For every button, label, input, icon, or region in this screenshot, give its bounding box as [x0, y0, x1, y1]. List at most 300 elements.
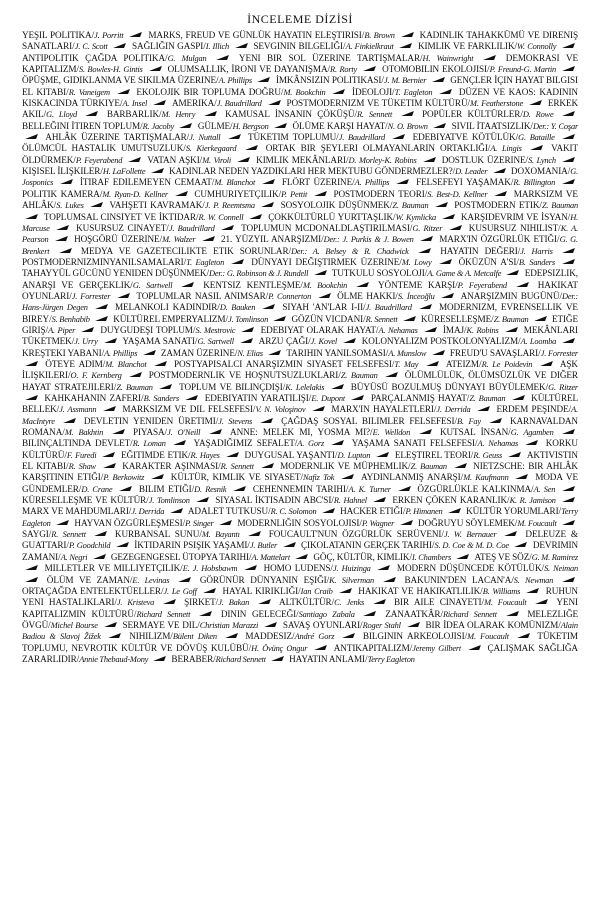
- book-entry: KARŞIDEVRIM VE İSYAN/H. Marcuse: [22, 211, 578, 233]
- book-title: TOPLUMLAR NASIL ANIMSAR: [136, 290, 266, 301]
- book-title: RUHUN YENI HASTALIKLARI: [22, 585, 578, 608]
- book-author: A. Munslow: [388, 348, 427, 358]
- slanted-wedge-icon: [507, 270, 520, 275]
- book-entry: BELLEĞINI İTIREN TOPLUM/R. Jacoby: [22, 120, 174, 131]
- book-title: KIMLIK MEKÂNLARI: [256, 154, 346, 165]
- book-entry: KREŞTEKI YABANI/A. Phillips: [22, 347, 138, 358]
- book-author: V. N. Voloşinov: [255, 405, 306, 415]
- book-title: HOŞGÖRÜ ÜZERINE: [74, 234, 160, 245]
- book-entry: DELEUZE & GUATTARI/P. Goodchild: [22, 529, 578, 551]
- book-title: BILGININ ARKEOLOJISI: [362, 631, 465, 642]
- book-entry: EDEPSIZLIK, ANARŞI VE GERÇEKLIK/G. Sartwell: [22, 268, 578, 290]
- slanted-wedge-icon: [248, 531, 261, 536]
- book-entry: ERKEN ÇÖKEN KARANLIK/K. R. Jamison: [392, 495, 556, 506]
- book-author: G. Bataille: [518, 133, 555, 143]
- slanted-wedge-icon: [104, 622, 117, 627]
- book-entry: MODERNIZM, EVRENSELLIK VE BIREY/S. Benhabib: [22, 302, 578, 324]
- book-entry: ORTAK BIR ŞEYLERI OLMAYANLARIN ORTAKLIĞI/A. Lingis: [265, 143, 522, 154]
- book-author: P. Berkowitz: [103, 473, 145, 483]
- book-title: ÖKÜZÜN A'SI: [458, 256, 517, 267]
- book-author: G. Sartwell: [197, 337, 234, 347]
- book-entry: YENI BIR SOL ÜZERINE TARTIŞMALAR/H. Wainwright: [238, 52, 474, 63]
- book-author: J. Derrida: [131, 507, 165, 517]
- slanted-wedge-icon: [181, 282, 194, 287]
- book-author: A. MacIntyre: [22, 405, 578, 426]
- slanted-wedge-icon: [117, 89, 130, 94]
- book-author: B. Fay: [457, 416, 481, 426]
- slanted-wedge-icon: [442, 214, 455, 219]
- book-title: ATEIZM: [445, 358, 479, 369]
- book-author: Jeremy Gilbert: [412, 643, 462, 653]
- book-title: ÖLÜME KARŞI HAYAT: [292, 120, 386, 131]
- slanted-wedge-icon: [170, 508, 183, 513]
- book-entry: FOUCAULT'NUN ÖZGÜRLÜK SERÜVENI/J. W. Bernauer: [268, 529, 497, 540]
- slanted-wedge-icon: [449, 225, 462, 230]
- book-entry: MEDYA VE GAZETECILIKTE ETIK SORUNLAR/Der.: A. Belsey & R. Chadwick: [80, 245, 409, 256]
- book-author: J. Baudrillard: [338, 133, 386, 143]
- book-author: S. Lukes: [56, 201, 84, 211]
- slanted-wedge-icon: [535, 599, 548, 604]
- book-entry: DININ GELECEĞI/Santiago Zabala: [220, 608, 355, 619]
- book-title: KÜLTÜR YORUMLARI: [466, 506, 559, 517]
- slanted-wedge-icon: [55, 236, 68, 241]
- book-author: Terry Eagleton: [22, 507, 578, 528]
- book-entry: HAKIKAT VE HAKIKATLILIK/B. Williams: [358, 585, 521, 596]
- slanted-wedge-icon: [56, 520, 69, 525]
- book-title: BIR AILE CINAYETI: [394, 597, 482, 608]
- book-entry: MADDESIZ/André Gorz: [245, 631, 335, 642]
- book-author: R. Vaneigem: [68, 87, 110, 97]
- slanted-wedge-icon: [376, 452, 389, 457]
- book-entry: ÖPÜŞME, GIDIKLANMA VE SIKILMA ÜZERINE/A. Phillips: [22, 75, 252, 86]
- book-author: K. Lelelakis: [285, 382, 325, 392]
- book-entry: DÜNYAYI DEĞIŞTIRMEK ÜZERINE/M. Lowy: [251, 256, 432, 267]
- book-author: J. O'Neill: [167, 428, 201, 438]
- slanted-wedge-icon: [95, 316, 108, 321]
- book-entry: KIMLIK VE FARKLILIK/W. Connolly: [418, 41, 557, 52]
- book-author: A. Phillips: [354, 178, 390, 188]
- book-author: J. Kristeva: [116, 598, 155, 608]
- book-entry: ZAMAN ÜZERINE/N. Elias: [160, 347, 263, 358]
- book-entry: BÜYÜSÜ BOZULMUŞ DÜNYAYI BÜYÜLEMEK/G. Ritzer: [350, 381, 578, 392]
- book-entry: DUYGUSAL YAŞANTI/D. Lupton: [244, 449, 371, 460]
- book-entry: HAYVAN ÖZGÜRLEŞMESI/P. Singer: [74, 517, 214, 528]
- book-entry: ÇIKOLATANIN GERÇEK TARIHI/S. D. Coe & M. D. Coe: [301, 540, 509, 551]
- slanted-wedge-icon: [419, 429, 432, 434]
- slanted-wedge-icon: [448, 508, 461, 513]
- book-title: YÖNTEME KARŞI: [378, 279, 456, 290]
- book-author: P. Goodchild: [68, 541, 111, 551]
- slanted-wedge-icon: [383, 577, 396, 582]
- slanted-wedge-icon: [242, 327, 255, 332]
- book-entry: ÖLÜM VE ZAMAN/E. Levinas: [46, 574, 170, 585]
- slanted-wedge-icon: [562, 248, 575, 253]
- slanted-wedge-icon: [377, 565, 390, 570]
- slanted-wedge-icon: [202, 236, 215, 241]
- slanted-wedge-icon: [283, 542, 296, 547]
- slanted-wedge-icon: [314, 270, 327, 275]
- slanted-wedge-icon: [63, 418, 76, 423]
- book-author: R. Rorty: [330, 65, 358, 75]
- book-author: R. C. Solomon: [270, 507, 317, 517]
- book-title: BARBARLIK: [106, 109, 160, 120]
- slanted-wedge-icon: [237, 157, 250, 162]
- book-entry: FLÖRT ÜZERINE/A. Phillips: [281, 177, 390, 188]
- book-author: R. W. Connell: [198, 212, 244, 222]
- book-title: KUSURSUZ CINAYET: [76, 222, 167, 233]
- slanted-wedge-icon: [231, 259, 244, 264]
- book-entry: NIETZSCHE: BIR AHLÂK KARŞITININ ETIĞI/P. Berkowitz: [22, 461, 578, 483]
- book-author: Der.: Y. Coşar: [532, 121, 579, 131]
- book-author: R. Loman: [132, 439, 166, 449]
- book-entry: ANARŞIZMIN BUGÜNÜ/Der.: Hans-Jürgen Degen: [22, 290, 578, 313]
- book-author: B. Brown: [364, 31, 395, 40]
- book-title: YAŞAMA SANATI: [122, 336, 195, 347]
- book-author: G. G. Brenkert: [22, 235, 578, 256]
- slanted-wedge-icon: [116, 542, 129, 547]
- book-author: R. Shaw: [68, 462, 96, 472]
- book-title: MODERNLIK VE MÜPHEMLIK: [280, 461, 409, 472]
- slanted-wedge-icon: [143, 350, 156, 355]
- book-title: GEZEGENGESEL ÜTOPYA TARIHI: [110, 551, 249, 562]
- book-entry: SAYGI/R. Sennett: [22, 529, 86, 540]
- book-title: MARKSIZM VE AHLÂK: [22, 188, 578, 211]
- book-title: POSTMODERNIZMINYANILSAMALARI: [22, 256, 184, 267]
- slanted-wedge-icon: [400, 520, 413, 525]
- book-author: André Gorz: [294, 632, 335, 642]
- book-title: CEHENNEMIN TARIHI: [252, 483, 346, 494]
- slanted-wedge-icon: [271, 656, 284, 661]
- book-entry: TOPLUMUN MCDONALDLAŞTIRILMASI/G. Ritzer: [241, 222, 443, 233]
- slanted-wedge-icon: [562, 259, 575, 264]
- slanted-wedge-icon: [95, 304, 108, 309]
- book-author: Der.: G. Robinson & J. Rundell: [209, 269, 309, 279]
- book-title: DOĞRUYU SÖYLEMEK: [418, 517, 515, 528]
- book-entry: KÜLTÜREL BELLEK/J. Assmann: [22, 393, 579, 415]
- book-author: J. W. Bernauer: [443, 530, 497, 540]
- book-entry: CUMHURIYETÇILIK/P. Pettit: [194, 188, 308, 199]
- book-author: Z. Bauman: [116, 382, 153, 392]
- book-title: ANTIPOLITIK ÇAĞDA POLITIKA: [22, 52, 165, 63]
- book-author: S. Benhabib: [51, 314, 90, 324]
- book-entry: KADINLIK TAHAKKÜMÜ VE DIRENIŞ SANATLARI/J. C. Scott: [22, 30, 578, 52]
- book-entry: FELSEFEYI YAŞAMAK/R. Billington: [416, 177, 556, 188]
- book-author: J. Derrida: [436, 405, 471, 415]
- book-author: G. Sartwell: [132, 280, 173, 290]
- book-title: EDEBIYATVE KÖTÜLÜK: [412, 132, 516, 143]
- book-author: P. Connerton: [268, 291, 312, 301]
- book-entry: MELEZLIĞE ÖVGÜ/Michel Bourse: [22, 608, 578, 630]
- book-entry: DOĞRUYU SÖYLEMEK/M. Foucault: [418, 517, 557, 528]
- book-title: SERMAYE VE DIL: [122, 619, 198, 630]
- book-title: ANNE: MELEK MI, YOSMA MI?: [230, 427, 371, 438]
- book-entry: ŞIRKET/J. Bakan: [184, 597, 250, 608]
- book-entry: KARAKTER AŞINMASI/R. Sennett: [122, 461, 254, 472]
- book-author: Christian Marazzi: [199, 620, 259, 630]
- slanted-wedge-icon: [331, 384, 344, 389]
- book-entry: POSTYAPISALCI ANARŞIZMIN SIYASET FELSEFESI/T. May: [174, 358, 419, 369]
- book-title: EDEBIYATIN YARATILIŞI: [204, 393, 309, 403]
- book-title: AKTIVISTIN EL KITABI: [22, 449, 578, 472]
- book-title: GÖRÜNÜR DÜNYANIN EŞIĞI: [199, 574, 327, 585]
- book-title: VAKIT ÖLDÜRMEK: [22, 143, 578, 165]
- book-title: FLÖRT ÜZERINE: [281, 177, 353, 188]
- book-title: MODERN DÜŞÜNCEDE KÖTÜLÜK: [396, 563, 542, 574]
- book-author: M. Kaufmann: [463, 473, 509, 483]
- book-author: M. Bakhtin: [64, 428, 104, 438]
- slanted-wedge-icon: [441, 293, 454, 298]
- book-title: DININ GELECEĞI: [220, 608, 297, 619]
- book-author: M. Foucault: [484, 598, 527, 608]
- book-title: MEDYA VE GAZETECILIKTE ETIK SORUNLAR: [80, 245, 289, 256]
- slanted-wedge-icon: [25, 565, 38, 570]
- slanted-wedge-icon: [364, 611, 377, 616]
- book-author: G. Agamben: [510, 428, 554, 438]
- book-title: YAŞADIĞIMIZ SEFALET: [193, 438, 295, 449]
- book-title: POLITIK KAMERA: [22, 188, 100, 199]
- slanted-wedge-icon: [314, 191, 327, 196]
- book-title: KIŞISEL İLIŞKILER: [22, 166, 101, 177]
- slanted-wedge-icon: [129, 372, 142, 377]
- book-author: G. Josponics: [22, 167, 579, 188]
- book-entry: MARX'IN ÖZGÜRLÜK ETIĞI/G. G. Brenkert: [22, 234, 578, 256]
- book-author: Z. Bauman: [469, 394, 506, 403]
- slanted-wedge-icon: [104, 338, 117, 343]
- book-author: M. Viroli: [202, 155, 231, 165]
- book-title: MELEZLIĞE ÖVGÜ: [22, 608, 578, 630]
- book-entry: EKOLOJIK BIR TOPLUMA DOĞRU/M. Bookchin: [136, 86, 326, 97]
- book-entry: HAYATIN ANLAMI/Terry Eagleton: [289, 653, 415, 664]
- slanted-wedge-icon: [59, 248, 72, 253]
- book-entry: ATEŞ VE SÖZ/G. M. Ramirez: [474, 551, 578, 562]
- book-title: HAYATIN DEĞERI: [440, 245, 518, 256]
- book-title: SAYGI: [22, 529, 49, 540]
- book-author: A. Loomba: [520, 337, 557, 347]
- book-title: POSTMODERNLIK VE HOŞNUTSUZLUKLARI: [148, 370, 339, 381]
- book-author: Der.: A. Belsey & R. Chadwick: [291, 246, 409, 256]
- slanted-wedge-icon: [264, 622, 277, 627]
- book-title: POSTYAPISALCI ANARŞIZMIN SIYASET FELSEFESI: [174, 358, 392, 369]
- book-entry: KÜLTÜR YORUMLARI/Terry Eagleton: [22, 506, 578, 528]
- slanted-wedge-icon: [119, 486, 132, 491]
- slanted-wedge-icon: [489, 418, 502, 423]
- book-title: OLUMSALLIK, İRONI VE DAYANIŞMA: [167, 64, 328, 75]
- book-title: AMERIKA: [171, 98, 215, 109]
- book-author: I. Chambers: [412, 552, 452, 562]
- book-author: A. Sen: [533, 484, 556, 494]
- book-entry: PARÇALANMIŞ HAYAT/Z. Bauman: [370, 393, 506, 403]
- book-title: ALTKÜLTÜR: [279, 597, 332, 608]
- book-title: SAĞLIĞIN GASPI: [132, 41, 204, 52]
- book-author: D. Lupton: [337, 450, 371, 460]
- book-title: ELEŞTIREL TEORI: [394, 449, 471, 460]
- book-title: ZANAATKÂR: [385, 608, 441, 619]
- book-title: TÜKETIM TOPLUMU: [247, 132, 337, 143]
- book-entry: VATAN AŞKI/M. Viroli: [147, 154, 231, 165]
- book-entry: ÖTEYE ADIM/M. Blanchot: [45, 358, 147, 369]
- book-title: NIETZSCHE: BIR AHLÂK KARŞITININ ETIĞI: [22, 461, 578, 483]
- book-title: DÜZEN VE KAOS: KADININ KISKACINDA TÜRKIYE: [22, 86, 578, 109]
- book-author: D. Resnik: [194, 484, 227, 494]
- book-author: P. Singer: [185, 518, 214, 528]
- book-title: POSTMODERNIZM VE TÜKETIM KÜLTÜRÜ: [286, 98, 468, 109]
- slanted-wedge-icon: [163, 599, 176, 604]
- book-author: S. İnceoğlu: [397, 291, 435, 301]
- book-entry: BAKUNIN'DEN LACAN'A/S. Newman: [404, 574, 554, 585]
- book-author: Richard Sennett: [443, 609, 497, 619]
- slanted-wedge-icon: [418, 248, 431, 253]
- book-entry: BIR İDEA OLARAK KOMÜNIZM/Alain Badiou & Slavoj Žižek: [22, 619, 578, 642]
- book-entry: SEVGININ BILGELIĞI/A. Finkielkraut: [253, 41, 394, 52]
- book-title: ERKEN ÇÖKEN KARANLIK: [392, 495, 508, 506]
- slanted-wedge-icon: [153, 656, 166, 661]
- book-title: ÖPÜŞME, GIDIKLANMA VE SIKILMA ÜZERINE: [22, 75, 217, 86]
- slanted-wedge-icon: [219, 520, 232, 525]
- book-author: D. Morley-K. Robins: [348, 155, 417, 165]
- book-title: HOMO LUDENS: [263, 563, 331, 574]
- book-title: ÇOKKÜLTÜRLÜ YURTTAŞLIK: [268, 211, 394, 222]
- slanted-wedge-icon: [60, 179, 73, 184]
- book-author: J. C. Scott: [74, 42, 108, 52]
- book-title: MARX'IN ÖZGÜRLÜK ETIĞI: [439, 234, 557, 245]
- book-title: DEVRIMIN ZAMANI: [22, 540, 579, 562]
- book-entry: MARKS, FREUD VE GÜNLÜK HAYATIN ELEŞTIRISI/B. Brown: [148, 30, 395, 40]
- book-entry: İTIRAF EDILEMEYEN CEMAAT/M. Blanchot: [79, 177, 256, 188]
- book-author: I. Illich: [205, 42, 230, 52]
- book-title: KARNAVALDAN ROMANA: [22, 415, 578, 438]
- slanted-wedge-icon: [562, 520, 575, 525]
- book-entry: VAKIT ÖLDÜRMEK/P. Feyerabend: [22, 143, 578, 165]
- book-title: POSTMODERN TEORI: [333, 188, 425, 199]
- slanted-wedge-icon: [245, 145, 258, 150]
- book-author: M. Featherstone: [470, 99, 524, 109]
- book-title: TOPLUM VE BILINÇDIŞI: [179, 381, 283, 392]
- book-entry: İMAJ/K. Robins: [442, 324, 499, 335]
- book-title: MADDESIZ: [245, 631, 293, 642]
- book-title: KORKU KÜLTÜRÜ: [22, 438, 578, 460]
- book-author: E. Dupont: [311, 394, 346, 403]
- slanted-wedge-icon: [423, 157, 436, 162]
- book-entry: YAŞADIĞIMIZ SEFALET/A. Gorz: [193, 438, 324, 449]
- book-title: FELSEFEYI YAŞAMAK: [416, 177, 511, 188]
- slanted-wedge-icon: [117, 293, 130, 298]
- book-title: KENTSIZ KENTLEŞME: [203, 279, 301, 290]
- book-author: Der.: Hans-Jürgen Degen: [22, 291, 578, 313]
- slanted-wedge-icon: [517, 633, 530, 638]
- book-title: FOUCAULT'NUN ÖZGÜRLÜK SERÜVENI: [268, 529, 442, 540]
- book-author: P. Himanen: [405, 507, 443, 517]
- book-author: A. Game & A. Metcalfe: [427, 269, 502, 279]
- book-author: J. Porritt: [94, 31, 124, 40]
- slanted-wedge-icon: [512, 395, 525, 400]
- book-author: A. Gorz: [297, 439, 324, 449]
- book-entry: SAVAŞ OYUNLARI/Roger Stahl: [282, 619, 401, 630]
- slanted-wedge-icon: [196, 497, 209, 502]
- book-title: KÜRESELLEŞME VE KÜLTÜR: [22, 495, 147, 506]
- slanted-wedge-icon: [352, 395, 365, 400]
- book-author: T. Eagleton: [186, 257, 225, 267]
- book-entry: İKTIDARIN PSIŞIK YAŞAMI/J. Butler: [134, 540, 278, 551]
- book-entry: TÜKETIM TOPLUMU/J. Baudrillard: [247, 132, 386, 143]
- slanted-wedge-icon: [203, 588, 216, 593]
- book-entry: ÖLME HAKKI/S. İnceoğlu: [337, 290, 435, 301]
- book-author: A. Finkielkraut: [345, 42, 394, 52]
- book-author: K. Robins: [466, 325, 499, 335]
- book-author: M. Henry: [161, 110, 196, 120]
- book-author: J. Forrester: [540, 348, 578, 358]
- book-title: VATAN AŞKI: [147, 154, 200, 165]
- slanted-wedge-icon: [562, 486, 575, 491]
- book-title: DEVLETIN YENIDEN ÜRETIMI: [83, 415, 216, 426]
- slanted-wedge-icon: [130, 32, 143, 37]
- book-entry: ÇALIŞMAK SAĞLIĞA ZARARLIDIR/Annie Thebaud-Mony: [22, 642, 578, 664]
- slanted-wedge-icon: [419, 304, 432, 309]
- book-entry: FREUD'U SAVAŞLARI/J. Forrester: [449, 347, 578, 358]
- book-author: B. Sanders: [143, 394, 179, 403]
- book-entry: TOPLUMSAL CINSIYET VE İKTIDAR/R. W. Connell: [43, 211, 244, 222]
- book-entry: ANTIKAPITALIZM/Jeremy Gilbert: [333, 642, 462, 653]
- book-entry: ATEIZM/R. Le Poidevin: [445, 358, 533, 369]
- book-author: D. Rowe: [522, 110, 554, 120]
- book-entry: ADALET TUTKUSU/R. C. Solomon: [187, 506, 317, 517]
- book-author: S. Neiman: [544, 564, 578, 574]
- book-entry: HAYAL KIRIKLIĞI/Ian Craib: [222, 585, 333, 596]
- book-entry: KÜLTÜR, KIMLIK VE SIYASET/Nafiz Tok: [170, 472, 335, 483]
- book-entry: DUYGUDEŞI TOPLUM/S. Mestrovic: [100, 324, 236, 335]
- slanted-wedge-icon: [505, 327, 518, 332]
- slanted-wedge-icon: [432, 77, 445, 82]
- book-entry: DEMOKRASI VE KAPITALIZM/S. Bowles-H. Gintis: [22, 52, 578, 75]
- book-title: KÜLTÜREL EMPERYALIZM: [113, 313, 226, 324]
- slanted-wedge-icon: [225, 633, 238, 638]
- book-author: P. Feyerabend: [457, 280, 507, 290]
- book-entry: MEKÂNLARI TÜKETMEK/J. Urry: [22, 324, 578, 347]
- slanted-wedge-icon: [175, 191, 188, 196]
- book-author: J. Huizinga: [332, 564, 371, 574]
- book-author: K. Silverman: [329, 575, 374, 585]
- slanted-wedge-icon: [258, 599, 271, 604]
- book-entry: TAHAYYÜL GÜCÜNÜ YENIDEN DÜŞÜNMEK/Der.: G. Robinson & J. Rundell: [22, 268, 309, 279]
- book-title: EDEBIYAT OLARAK HAYAT: [260, 324, 376, 335]
- book-title: ANARŞIZMIN BUGÜNÜ: [460, 290, 560, 301]
- book-author: G. Lloyd: [46, 110, 77, 120]
- book-entry: TOPLUMLAR NASIL ANIMSAR/P. Connerton: [136, 290, 312, 301]
- book-author: K. R. Jamison: [509, 496, 556, 506]
- slanted-wedge-icon: [562, 43, 575, 48]
- book-title: İDEOLOJI: [352, 86, 393, 97]
- slanted-wedge-icon: [526, 440, 539, 445]
- book-author: Michel Bourse: [50, 620, 98, 630]
- book-title: MELANKOLI KADINDIR: [114, 302, 218, 313]
- slanted-wedge-icon: [56, 225, 69, 230]
- book-entry: KENTSIZ KENTLEŞME/M. Bookchin: [203, 279, 348, 290]
- book-entry: KORKU KÜLTÜRÜ/F. Furedi: [22, 438, 578, 460]
- book-author: M. Blanchot: [105, 359, 147, 369]
- book-author: J. Assmann: [59, 405, 97, 415]
- slanted-wedge-icon: [274, 123, 287, 128]
- book-entry: RUHUN YENI HASTALIKLARI/J. Kristeva: [22, 585, 578, 608]
- book-author: J. Tomlinson: [228, 314, 269, 324]
- book-title: YENI BIR SOL ÜZERINE TARTIŞMALAR: [238, 52, 420, 63]
- book-entry: KAMUSAL İNSANIN ÇÖKÜŞÜ/R. Sennett: [225, 109, 393, 120]
- slanted-wedge-icon: [562, 134, 575, 139]
- slanted-wedge-icon: [407, 622, 420, 627]
- book-author: J. P. Reemtsma: [204, 201, 255, 211]
- book-entry: ÖLÜMLÜLÜK, ÖLÜMSÜZLÜK VE DIĞER HAYAT STRATEJILERI/Z. Bauman: [22, 370, 578, 392]
- book-entry: SIVIL İTAATSIZLIK/Der.: Y. Coşar: [451, 120, 579, 131]
- book-entry: ERKEK AKIL/G. Lloyd: [22, 98, 578, 120]
- slanted-wedge-icon: [199, 611, 212, 616]
